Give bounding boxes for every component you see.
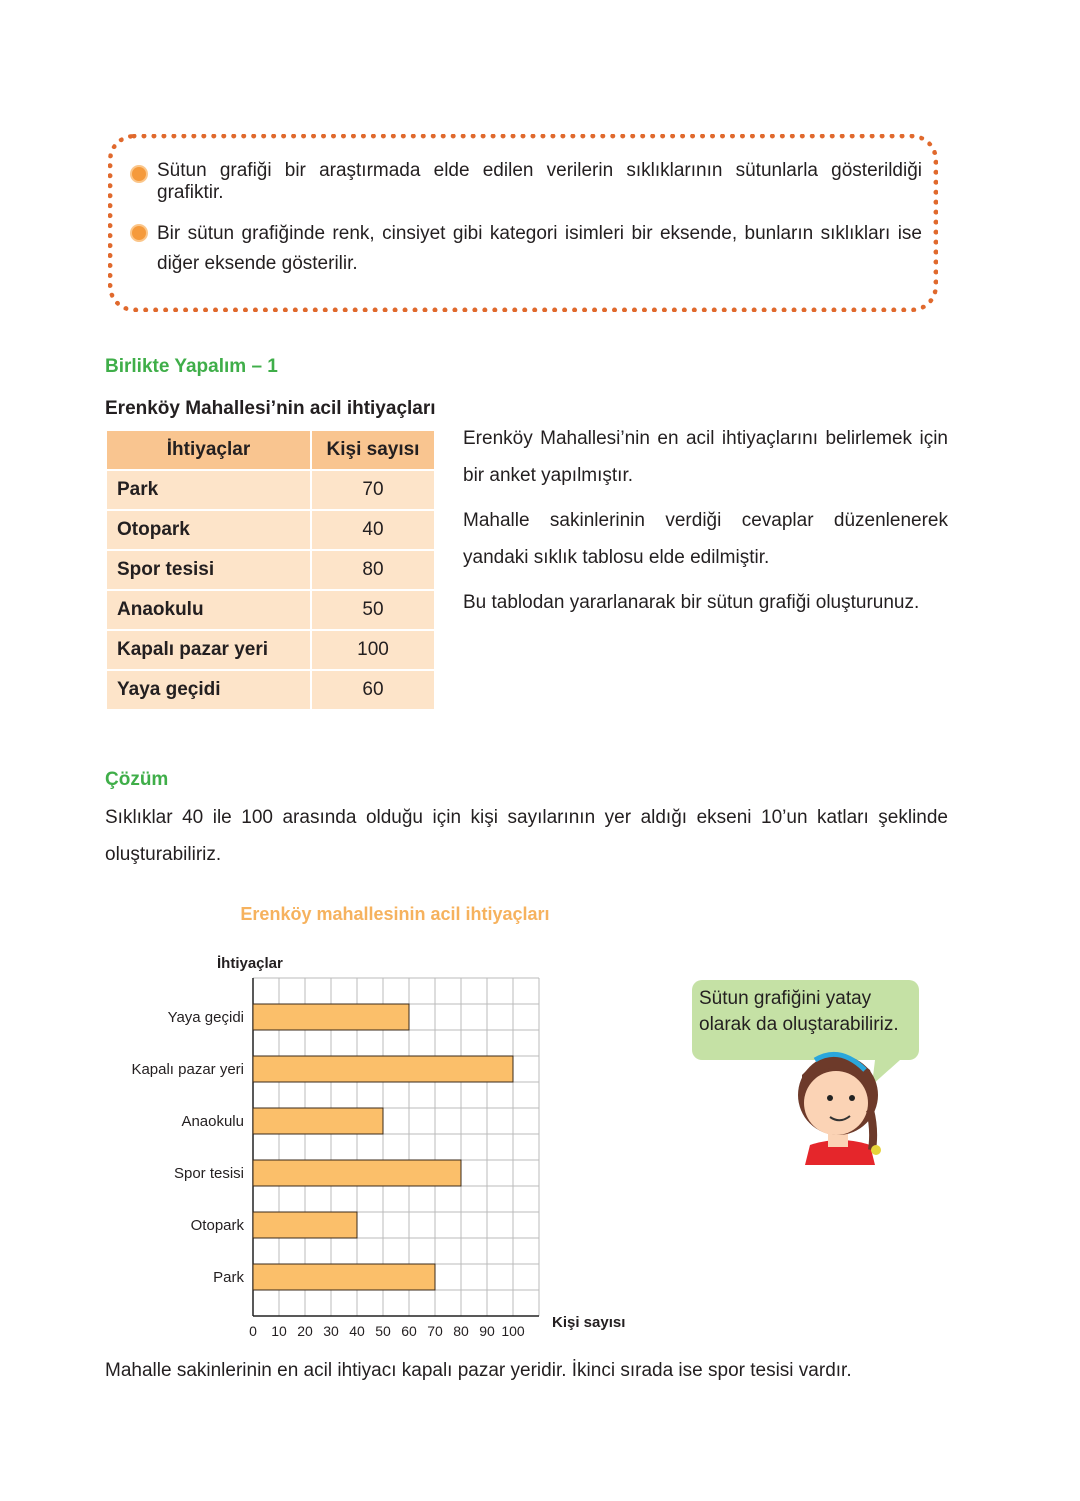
x-tick-label: 70 [427,1323,443,1339]
bar-yaya-geçidi [253,1004,409,1030]
need-cell: Yaya geçidi [107,671,310,709]
frequency-table [105,429,436,711]
problem-text-1: Erenköy Mahallesi’nin en acil ihtiyaçlarını belirlemek için bir anket yapılmıştır. [463,428,948,486]
table-row [107,551,434,589]
category-label: Otopark [190,1217,244,1234]
table-row [107,671,434,709]
table-title: Erenköy Mahallesi’nin acil ihtiyaçları [105,398,436,419]
need-cell: Anaokulu [107,591,310,629]
bar-park [253,1264,435,1290]
count-cell: 40 [312,511,434,549]
bar-chart [0,890,680,1350]
x-tick-label: 80 [453,1323,469,1339]
y-axis-label: İhtiyaçlar [217,955,283,972]
problem-text-2: Mahalle sakinlerinin verdiği cevaplar düzenlenerek yandaki sıklık tablosu elde edilmiştir. [463,510,948,568]
category-label: Park [213,1269,244,1286]
bar-otopark [253,1212,357,1238]
x-tick-label: 100 [501,1323,525,1339]
x-tick-label: 20 [297,1323,313,1339]
count-cell: 100 [312,631,434,669]
need-cell: Park [107,471,310,509]
category-label: Anaokulu [181,1113,244,1130]
x-tick-label: 30 [323,1323,339,1339]
table-row [107,471,434,509]
x-axis-label: Kişi sayısı [552,1314,626,1331]
count-cell: 80 [312,551,434,589]
x-tick-label: 50 [375,1323,391,1339]
need-cell: Kapalı pazar yeri [107,631,310,669]
category-label: Yaya geçidi [167,1009,244,1026]
category-label: Spor tesisi [173,1165,244,1182]
conclusion-text: Mahalle sakinlerinin en acil ihtiyacı kapalı pazar yeridir. İkinci sırada ise spor tesisi vardır. [105,1360,852,1381]
x-tick-label: 0 [249,1323,257,1339]
table-row [107,591,434,629]
x-tick-label: 60 [401,1323,417,1339]
x-tick-label: 10 [271,1323,287,1339]
table-row [107,631,434,669]
count-cell: 50 [312,591,434,629]
bullet-icon [132,226,146,240]
chart-title: Erenköy mahallesinin acil ihtiyaçları [240,904,550,924]
x-tick-label: 90 [479,1323,495,1339]
info-bullet-1: Sütun grafiği bir araştırmada elde edilen verilerin sıklıklarının sütunlarla gösterildiği grafiktir. [157,160,922,203]
section-title: Birlikte Yapalım – 1 [105,356,278,377]
need-cell: Otopark [107,511,310,549]
speech-bubble: Sütun grafiğini yatay olarak da oluştarabiliriz. [692,980,919,1060]
girl-illustration [780,1040,900,1165]
x-tick-label: 40 [349,1323,365,1339]
header-needs: İhtiyaçlar [107,431,310,469]
header-count: Kişi sayısı [312,431,434,469]
category-label: Kapalı pazar yeri [131,1061,244,1078]
table-row [107,511,434,549]
bar-anaokulu [253,1108,383,1134]
info-bullet-2: Bir sütun grafiğinde renk, cinsiyet gibi kategori isimleri bir eksende, bunların sıklıkları ise diğer eksende gösterilir. [157,223,922,274]
bar-kapalı-pazar-yeri [253,1056,513,1082]
solution-text: Sıklıklar 40 ile 100 arasında olduğu için kişi sayılarının yer aldığı ekseni 10’un katları şeklinde oluşturabiliriz. [105,807,948,865]
bullet-icon [132,167,146,181]
solution-title: Çözüm [105,769,169,790]
count-cell: 60 [312,671,434,709]
bar-spor-tesisi [253,1160,461,1186]
need-cell: Spor tesisi [107,551,310,589]
problem-text-3: Bu tablodan yararlanarak bir sütun grafiği oluşturunuz. [463,592,920,613]
count-cell: 70 [312,471,434,509]
